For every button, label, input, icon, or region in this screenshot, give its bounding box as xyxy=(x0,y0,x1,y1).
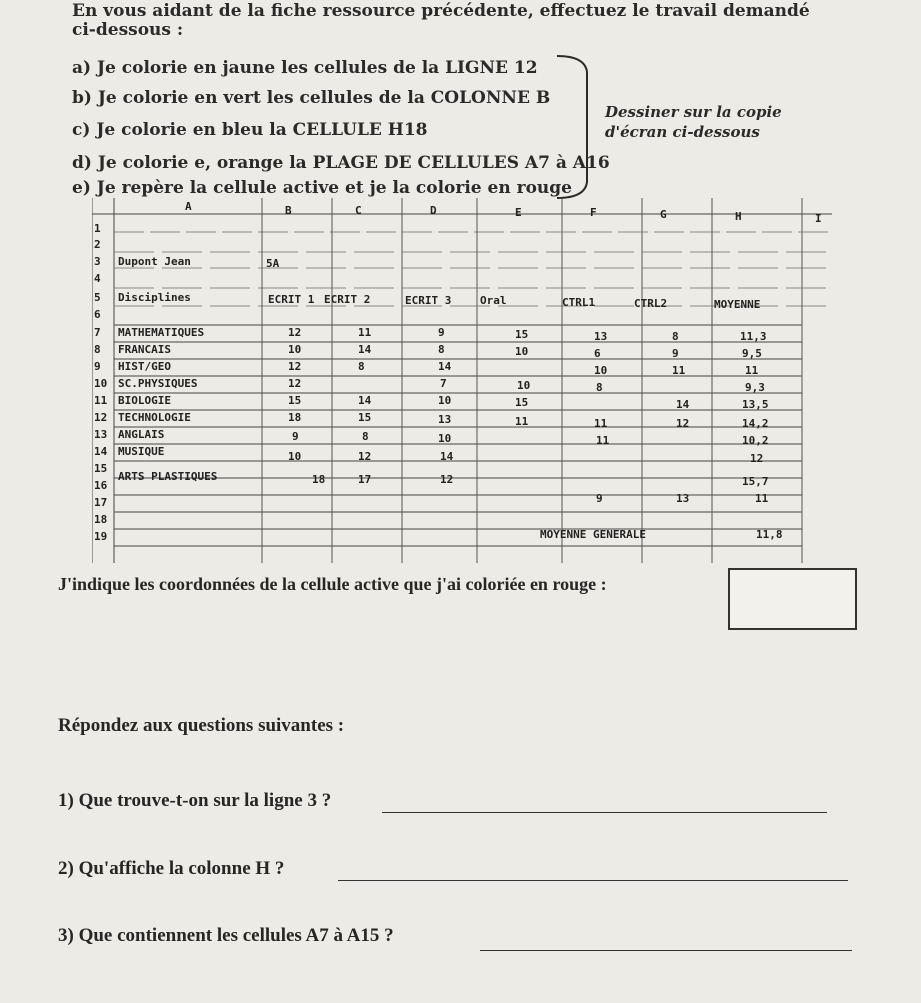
grade-ecrit3: 12 xyxy=(440,473,454,486)
side-note xyxy=(605,102,782,142)
questions-title: Répondez aux questions suivantes : xyxy=(58,715,345,736)
grade-ecrit2: 12 xyxy=(358,450,372,463)
grade-ctrl1: 13 xyxy=(594,330,608,343)
subject-name: MUSIQUE xyxy=(118,445,165,458)
grade-ecrit1: 18 xyxy=(288,411,302,424)
row16-ctrl2: 13 xyxy=(676,492,690,505)
grade-ecrit3: 10 xyxy=(438,394,452,407)
grade-ctrl1: 11 xyxy=(594,417,608,430)
grade-moyenne: 15,7 xyxy=(742,475,769,488)
grade-ctrl1: 11 xyxy=(596,434,610,447)
subject-name: TECHNOLOGIE xyxy=(118,411,191,424)
row-number: 6 xyxy=(94,308,101,321)
task-b: b) Je colorie en vert les cellules de la COLONNE B xyxy=(72,88,551,108)
grade-moyenne: 10,2 xyxy=(742,434,769,447)
header-ecrit3: ECRIT 3 xyxy=(405,294,452,307)
row-number: 14 xyxy=(94,445,108,458)
row-number: 1 xyxy=(94,222,101,235)
grade-oral: 10 xyxy=(517,379,531,392)
row-number: 17 xyxy=(94,496,108,509)
row-number: 16 xyxy=(94,479,108,492)
grade-ecrit2: 8 xyxy=(362,430,369,443)
subject-name: ANGLAIS xyxy=(118,428,165,441)
row-number: 18 xyxy=(94,513,108,526)
column-header: H xyxy=(735,210,742,223)
row-number: 4 xyxy=(94,272,101,285)
row-number: 10 xyxy=(94,377,108,390)
grade-ecrit2: 8 xyxy=(358,360,365,373)
row16-moyenne: 11 xyxy=(755,492,769,505)
column-header: E xyxy=(515,206,522,219)
question-1: 1) Que trouve-t-on sur la ligne 3 ? xyxy=(58,790,332,811)
grade-ecrit3: 9 xyxy=(438,326,445,339)
grade-moyenne: 13,5 xyxy=(742,398,769,411)
grade-ecrit2: 14 xyxy=(358,343,372,356)
column-header: I xyxy=(815,212,822,225)
subject-name: FRANCAIS xyxy=(118,343,171,356)
general-average-label: MOYENNE GENERALE xyxy=(540,528,646,541)
grade-ecrit2: 15 xyxy=(358,411,372,424)
spreadsheet-grid xyxy=(92,198,832,563)
row-number: 9 xyxy=(94,360,101,373)
question-3: 3) Que contiennent les cellules A7 à A15 ? xyxy=(58,925,394,946)
intro-text: En vous aidant de la fiche ressource précédente, effectuez le travail demandé ci-dessous : xyxy=(72,1,810,40)
grade-ecrit1: 12 xyxy=(288,377,302,390)
general-average-value: 11,8 xyxy=(756,528,783,541)
column-header: A xyxy=(185,200,192,213)
column-header: D xyxy=(430,204,437,217)
question-2: 2) Qu'affiche la colonne H ? xyxy=(58,858,285,879)
grade-oral: 15 xyxy=(515,328,529,341)
answer-line-3[interactable] xyxy=(480,950,852,951)
student-name: Dupont Jean xyxy=(118,255,191,268)
grade-ecrit2: 14 xyxy=(358,394,372,407)
grade-ecrit3: 7 xyxy=(440,377,447,390)
header-ctrl2: CTRL2 xyxy=(634,297,668,310)
subject-name: MATHEMATIQUES xyxy=(118,326,205,339)
grade-ctrl1: 10 xyxy=(594,364,608,377)
row-number: 15 xyxy=(94,462,108,475)
grade-ecrit1: 10 xyxy=(288,450,302,463)
side-note-line2: d'écran ci-dessous xyxy=(605,123,760,141)
grade-moyenne: 11,3 xyxy=(740,330,767,343)
row-number: 3 xyxy=(94,255,101,268)
grade-moyenne: 9,3 xyxy=(745,381,765,394)
grade-ecrit3: 14 xyxy=(438,360,452,373)
subject-name: SC.PHYSIQUES xyxy=(118,377,198,390)
header-ecrit2: ECRIT 2 xyxy=(324,293,371,306)
task-c: c) Je colorie en bleu la CELLULE H18 xyxy=(72,120,428,140)
answer-line-1[interactable] xyxy=(382,812,827,813)
column-header: C xyxy=(355,204,362,217)
row-number: 8 xyxy=(94,343,101,356)
row-number: 13 xyxy=(94,428,108,441)
grade-ecrit1: 9 xyxy=(292,430,299,443)
grade-ecrit1: 18 xyxy=(312,473,326,486)
grade-ctrl2: 11 xyxy=(672,364,686,377)
student-class: 5A xyxy=(266,257,280,270)
grade-oral: 11 xyxy=(515,415,529,428)
grade-ctrl2: 9 xyxy=(672,347,679,360)
task-d: d) Je colorie e, orange la PLAGE DE CELLULES A7 à A16 xyxy=(72,153,610,173)
row-number: 19 xyxy=(94,530,108,543)
grade-ctrl2: 8 xyxy=(672,330,679,343)
grade-moyenne: 9,5 xyxy=(742,347,762,360)
grade-ecrit1: 12 xyxy=(288,360,302,373)
header-ecrit1: ECRIT 1 xyxy=(268,293,315,306)
row-number: 2 xyxy=(94,238,101,251)
grade-ecrit3: 8 xyxy=(438,343,445,356)
active-cell-answer-box[interactable] xyxy=(728,568,857,630)
row16-ctrl1: 9 xyxy=(596,492,603,505)
grade-ctrl1: 6 xyxy=(594,347,601,360)
grade-ecrit2: 11 xyxy=(358,326,372,339)
row-number: 12 xyxy=(94,411,108,424)
grade-ecrit2: 17 xyxy=(358,473,372,486)
answer-line-2[interactable] xyxy=(338,880,848,881)
grade-moyenne: 12 xyxy=(750,452,764,465)
column-header: F xyxy=(590,206,597,219)
subject-name: BIOLOGIE xyxy=(118,394,171,407)
grade-ctrl1: 8 xyxy=(596,381,603,394)
row-number: 5 xyxy=(94,291,101,304)
grade-oral: 15 xyxy=(515,396,529,409)
task-e: e) Je repère la cellule active et je la colorie en rouge xyxy=(72,178,572,198)
grade-ecrit3: 10 xyxy=(438,432,452,445)
subject-name: HIST/GEO xyxy=(118,360,171,373)
grade-ecrit1: 15 xyxy=(288,394,302,407)
grade-moyenne: 11 xyxy=(745,364,759,377)
header-disciplines: Disciplines xyxy=(118,291,191,304)
task-a: a) Je colorie en jaune les cellules de la LIGNE 12 xyxy=(72,58,538,78)
row-number: 11 xyxy=(94,394,108,407)
column-header: G xyxy=(660,208,667,221)
grade-ecrit3: 13 xyxy=(438,413,452,426)
subject-name: ARTS PLASTIQUES xyxy=(118,470,218,483)
header-ctrl1: CTRL1 xyxy=(562,296,596,309)
grade-ctrl2: 14 xyxy=(676,398,690,411)
grade-ecrit1: 12 xyxy=(288,326,302,339)
brace-icon xyxy=(555,52,595,202)
grade-moyenne: 14,2 xyxy=(742,417,769,430)
side-note-line1: Dessiner sur la copie xyxy=(605,103,782,121)
grade-ecrit3: 14 xyxy=(440,450,454,463)
header-moyenne: MOYENNE xyxy=(714,298,761,311)
header-oral: Oral xyxy=(480,294,507,307)
active-cell-prompt: J'indique les coordonnées de la cellule active que j'ai coloriée en rouge : xyxy=(58,574,607,594)
column-header: B xyxy=(285,204,292,217)
grade-ecrit1: 10 xyxy=(288,343,302,356)
grade-oral: 10 xyxy=(515,345,529,358)
grade-ctrl2: 12 xyxy=(676,417,690,430)
row-number: 7 xyxy=(94,326,101,339)
